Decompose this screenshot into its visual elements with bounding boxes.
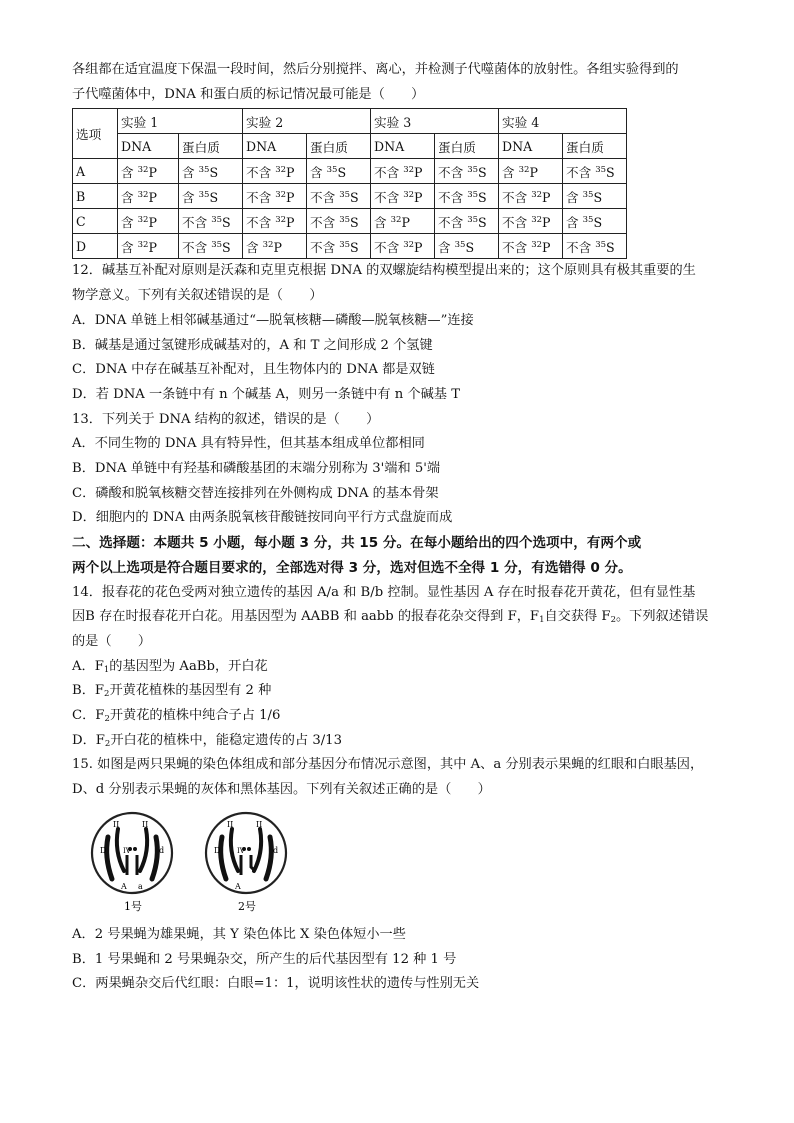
q14-option-text: D．F — [72, 732, 105, 748]
table-cell: 不含 $^{35}$S — [307, 234, 371, 259]
table-cell: 含 $^{32}$P — [371, 209, 435, 234]
table-cell: 不含 $^{32}$P — [371, 159, 435, 184]
table-option-cell: B — [73, 184, 118, 209]
subheader-cell: DNA — [499, 134, 563, 159]
table-cell: 不含 $^{32}$P — [499, 234, 563, 259]
q12-stem-line1: 12．碱基互补配对原则是沃森和克里克根据 DNA 的双螺旋结构模型提出来的；这个原则具有极其重要的生 — [72, 263, 696, 279]
q14-option-text: 的基因型为 AaBb，开白花 — [109, 658, 268, 674]
q14-option-text: 开黄花的植株中纯合子占 1/6 — [109, 708, 281, 724]
table-option-cell: C — [73, 209, 118, 234]
header-exp2: 实验 2 — [243, 109, 371, 134]
table-cell: 含 $^{32}$P — [118, 234, 179, 259]
q13-option-d: D．细胞内的 DNA 由两条脱氧核苷酸链按同向平行方式盘旋而成 — [72, 510, 453, 526]
svg-text:II: II — [113, 819, 120, 829]
q14-text: 因B 存在时报春花开白花。用基因型为 AABB 和 aabb 的报春花杂交得到 F，F — [72, 609, 540, 625]
q11-continuation-line1: 各组都在适宜温度下保温一段时间，然后分别搅拌、离心，并检测子代噬菌体的放射性。各组实验得到的 — [72, 62, 679, 77]
table-cell: 含 $^{35}$S — [179, 159, 243, 184]
table-cell: 含 $^{32}$P — [499, 159, 563, 184]
subheader-cell: DNA — [243, 134, 307, 159]
q15-option-b: B．1 号果蝇和 2 号果蝇杂交，所产生的后代基因型有 12 种 1 号 — [72, 951, 457, 967]
svg-text:IV: IV — [123, 846, 131, 855]
section2-heading-line1: 二、选择题：本题共 5 小题，每小题 3 分，共 15 分。在每小题给出的四个选项中，有两个或 — [72, 535, 642, 552]
q14-subscript: 1 — [103, 664, 110, 675]
q12-stem-line2: 物学意义。下列有关叙述错误的是（ ） — [72, 288, 323, 304]
svg-text:II: II — [142, 819, 149, 829]
table-row — [73, 209, 627, 234]
table-row — [73, 159, 627, 184]
q14-stem-line3: 的是（ ） — [72, 633, 152, 649]
exam-page — [72, 58, 724, 997]
table-cell: 不含 $^{35}$S — [307, 184, 371, 209]
cell-1-diagram — [92, 813, 172, 893]
q14-subscript: 2 — [104, 689, 110, 700]
subheader-cell: DNA — [371, 134, 435, 159]
q13-option-a: A．不同生物的 DNA 具有特异性，但其基本组成单位都相同 — [72, 436, 425, 452]
svg-text:a: a — [138, 881, 143, 891]
table-cell: 不含 $^{32}$P — [371, 234, 435, 259]
table-cell: 不含 $^{32}$P — [499, 209, 563, 234]
subheader-cell: DNA — [118, 134, 179, 159]
q14-option-d — [72, 729, 724, 754]
svg-text:d: d — [159, 845, 165, 855]
q14-option-b — [72, 679, 724, 704]
table-cell: 含 $^{35}$S — [563, 184, 627, 209]
q12-option-b: B．碱基是通过氢键形成碱基对的，A 和 T 之间形成 2 个氢键 — [72, 337, 433, 353]
table-cell: 不含 $^{32}$P — [243, 209, 307, 234]
q14-option-c — [72, 704, 724, 729]
subheader-cell: 蛋白质 — [179, 134, 243, 159]
q14-option-text: B．F — [72, 683, 105, 699]
table-row — [73, 234, 627, 259]
q14-option-text: 开白花的植株中，能稳定遗传的占 3/13 — [110, 732, 342, 748]
q12-option-d: D．若 DNA 一条链中有 n 个碱基 A，则另一条链中有 n 个碱基 T — [72, 386, 460, 402]
q14-stem-line1: 14．报春花的花色受两对独立遗传的基因 A/a 和 B/b 控制。显性基因 A 存在时报春花开黄花，但有显性基 — [72, 584, 696, 600]
table-cell: 不含 $^{32}$P — [243, 184, 307, 209]
table-cell: 不含 $^{35}$S — [563, 159, 627, 184]
svg-text:II: II — [256, 819, 263, 829]
table-cell: 含 $^{32}$P — [118, 159, 179, 184]
svg-text:D: D — [100, 845, 107, 855]
q14-stem-line2 — [72, 605, 724, 630]
section2-heading-line2: 两个以上选项是符合题目要求的，全部选对得 3 分，选对但选不全得 1 分，有选错得 0 分。 — [72, 559, 632, 576]
svg-text:A: A — [121, 881, 127, 891]
svg-text:d: d — [273, 845, 279, 855]
table-cell: 不含 $^{32}$P — [371, 184, 435, 209]
table-option-cell: D — [73, 234, 118, 259]
table-cell: 含 $^{35}$S — [307, 159, 371, 184]
chromosome-diagram — [80, 807, 300, 917]
q13-stem: 13．下列关于 DNA 结构的叙述，错误的是（ ） — [72, 411, 380, 427]
table-cell: 不含 $^{35}$S — [435, 209, 499, 234]
header-exp4: 实验 4 — [499, 109, 627, 134]
fig-label-2: 2号 — [238, 899, 256, 913]
table-cell: 含 $^{35}$S — [435, 234, 499, 259]
q14-subscript: 2 — [610, 615, 616, 626]
subheader-cell: 蛋白质 — [563, 134, 627, 159]
table-cell: 含 $^{32}$P — [118, 184, 179, 209]
q11-continuation-line2: 子代噬菌体中，DNA 和蛋白质的标记情况最可能是（ ） — [72, 86, 425, 102]
table-cell: 不含 $^{35}$S — [563, 234, 627, 259]
table-cell: 含 $^{32}$P — [243, 234, 307, 259]
q14-text: 自交获得 F — [544, 609, 611, 625]
q15-option-a: A．2 号果蝇为雄果蝇，其 Y 染色体比 X 染色体短小一些 — [72, 926, 406, 942]
table-cell: 含 $^{32}$P — [118, 209, 179, 234]
q14-subscript: 2 — [104, 714, 110, 725]
table-cell: 不含 $^{35}$S — [435, 159, 499, 184]
q13-option-b: B．DNA 单链中有羟基和磷酸基团的末端分别称为 3'端和 5'端 — [72, 461, 441, 477]
table-cell: 含 $^{35}$S — [179, 184, 243, 209]
q14-text: 。下列叙述错误 — [616, 609, 709, 625]
q15-stem-line1: 15. 如图是两只果蝇的染色体组成和部分基因分布情况示意图，其中 A、a 分别表示果蝇的红眼和白眼基因， — [72, 757, 704, 773]
table-header-row — [73, 109, 627, 134]
fruitfly-chromosome-figure — [80, 807, 300, 917]
q14-subscript: 1 — [539, 615, 545, 626]
table-cell: 不含 $^{32}$P — [243, 159, 307, 184]
table-cell: 不含 $^{35}$S — [179, 234, 243, 259]
q14-option-text: 开黄花植株的基因型有 2 种 — [109, 683, 272, 699]
svg-text:D: D — [214, 845, 221, 855]
experiment-table — [72, 108, 627, 259]
table-subheader-row — [73, 134, 627, 159]
table-row — [73, 184, 627, 209]
q15-option-c: C．两果蝇杂交后代红眼：白眼=1：1，说明该性状的遗传与性别无关 — [72, 976, 480, 992]
svg-text:IV: IV — [237, 846, 245, 855]
cell-2-diagram — [206, 813, 286, 893]
table-cell: 不含 $^{35}$S — [179, 209, 243, 234]
q14-subscript: 2 — [104, 738, 111, 749]
table-cell: 不含 $^{35}$S — [435, 184, 499, 209]
table-body — [73, 159, 627, 259]
table-cell: 含 $^{35}$S — [563, 209, 627, 234]
header-exp3: 实验 3 — [371, 109, 499, 134]
q15-stem-line2: D、d 分别表示果蝇的灰体和黑体基因。下列有关叙述正确的是（ ） — [72, 782, 491, 798]
q13-option-c: C．磷酸和脱氧核糖交替连接排列在外侧构成 DNA 的基本骨架 — [72, 485, 439, 501]
table-cell: 不含 $^{35}$S — [307, 209, 371, 234]
header-exp1: 实验 1 — [118, 109, 243, 134]
svg-text:A: A — [235, 881, 241, 891]
q14-option-text: C．F — [72, 708, 105, 724]
table-option-cell: A — [73, 159, 118, 184]
q14-option-a — [72, 655, 724, 680]
table-cell: 不含 $^{32}$P — [499, 184, 563, 209]
header-option: 选项 — [73, 109, 118, 159]
subheader-cell: 蛋白质 — [307, 134, 371, 159]
svg-text:II: II — [227, 819, 234, 829]
q12-option-c: C．DNA 中存在碱基互补配对，且生物体内的 DNA 都是双链 — [72, 362, 435, 378]
q14-option-text: A．F — [72, 658, 104, 674]
subheader-cell: 蛋白质 — [435, 134, 499, 159]
q12-option-a: A．DNA 单链上相邻碱基通过“—脱氧核糖—磷酸—脱氧核糖—”连接 — [72, 312, 474, 328]
fig-label-1: 1号 — [124, 899, 142, 913]
